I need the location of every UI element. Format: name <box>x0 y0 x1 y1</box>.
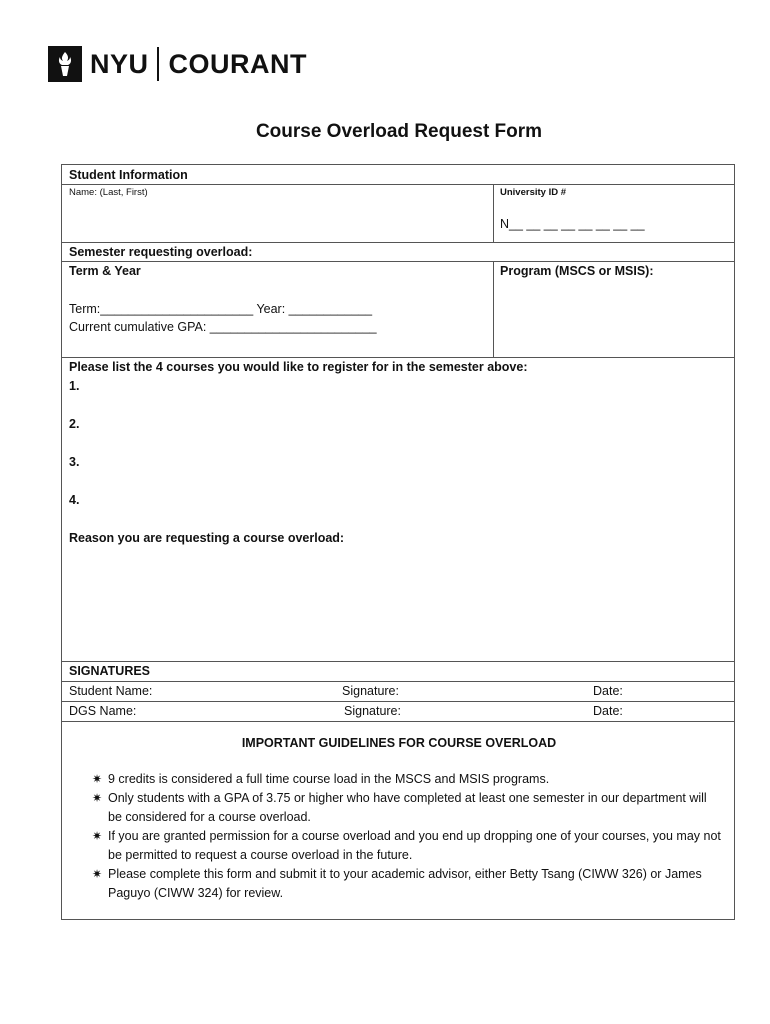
course-item-2[interactable]: 2. <box>69 417 80 431</box>
gpa-field[interactable]: Current cumulative GPA: ________________________ <box>69 320 377 334</box>
divider <box>62 701 734 702</box>
logo-nyu-text: NYU <box>90 48 149 79</box>
guideline-item: ✷ Please complete this form and submit it to your academic advisor, either Betty Tsang (CIWW 326) or James Paguyo (CIWW 324) for review. <box>92 867 702 900</box>
divider <box>62 357 734 358</box>
nyu-courant-logo <box>48 45 307 83</box>
guideline-item: ✷ 9 credits is considered a full time course load in the MSCS and MSIS programs. <box>92 770 722 789</box>
term-year-label: Term & Year <box>69 264 141 278</box>
name-field-label: Name: (Last, First) <box>69 187 148 198</box>
divider <box>493 184 494 242</box>
student-name-field[interactable]: Student Name: <box>69 684 153 698</box>
dgs-name-field[interactable]: DGS Name: <box>69 704 137 718</box>
reason-field[interactable] <box>62 549 734 661</box>
logo-divider <box>157 47 159 81</box>
courses-heading: Please list the 4 courses you would like to register for in the semester above: <box>69 360 528 374</box>
asterisk-bullet-icon: ✷ <box>92 867 103 881</box>
course-item-1[interactable]: 1. <box>69 379 80 393</box>
signatures-heading: SIGNATURES <box>69 664 151 678</box>
page-title: Course Overload Request Form <box>255 121 543 142</box>
logo-courant-text: COURANT <box>168 48 308 79</box>
asterisk-bullet-icon: ✷ <box>92 829 103 843</box>
divider <box>62 721 734 722</box>
program-field[interactable] <box>494 281 735 357</box>
divider <box>62 661 734 662</box>
student-info-heading: Student Information <box>69 168 188 182</box>
course-item-4[interactable]: 4. <box>69 493 80 507</box>
divider <box>62 242 734 243</box>
student-date-field[interactable]: Date: <box>593 684 623 698</box>
student-signature-field[interactable]: Signature: <box>342 684 399 698</box>
dgs-signature-field[interactable]: Signature: <box>344 704 401 718</box>
course-item-3[interactable]: 3. <box>69 455 80 469</box>
term-year-field[interactable]: Term:______________________ Year: ____________ <box>69 302 373 316</box>
asterisk-bullet-icon: ✷ <box>92 772 103 786</box>
asterisk-bullet-icon: ✷ <box>92 791 103 805</box>
guideline-item: ✷ Only students with a GPA of 3.75 or higher who have completed at least one semester in our department will be considered for a course overload. <box>92 791 707 824</box>
guideline-item: ✷ If you are granted permission for a course overload and you end up dropping one of your courses, you may not be permitted to request a course overload in the future. <box>92 829 721 862</box>
semester-heading: Semester requesting overload: <box>69 245 253 259</box>
university-id-label: University ID # <box>500 187 566 198</box>
guidelines-list <box>92 770 722 903</box>
request-form <box>61 164 735 920</box>
guidelines-heading: IMPORTANT GUIDELINES FOR COURSE OVERLOAD <box>241 736 557 750</box>
reason-label: Reason you are requesting a course overload: <box>69 531 345 545</box>
divider <box>62 261 734 262</box>
name-field[interactable] <box>62 184 493 242</box>
divider <box>62 681 734 682</box>
nyu-torch-icon <box>48 46 82 82</box>
dgs-date-field[interactable]: Date: <box>593 704 623 718</box>
university-id-field[interactable]: N__ __ __ __ __ __ __ __ <box>500 217 645 231</box>
program-label: Program (MSCS or MSIS): <box>500 264 654 278</box>
